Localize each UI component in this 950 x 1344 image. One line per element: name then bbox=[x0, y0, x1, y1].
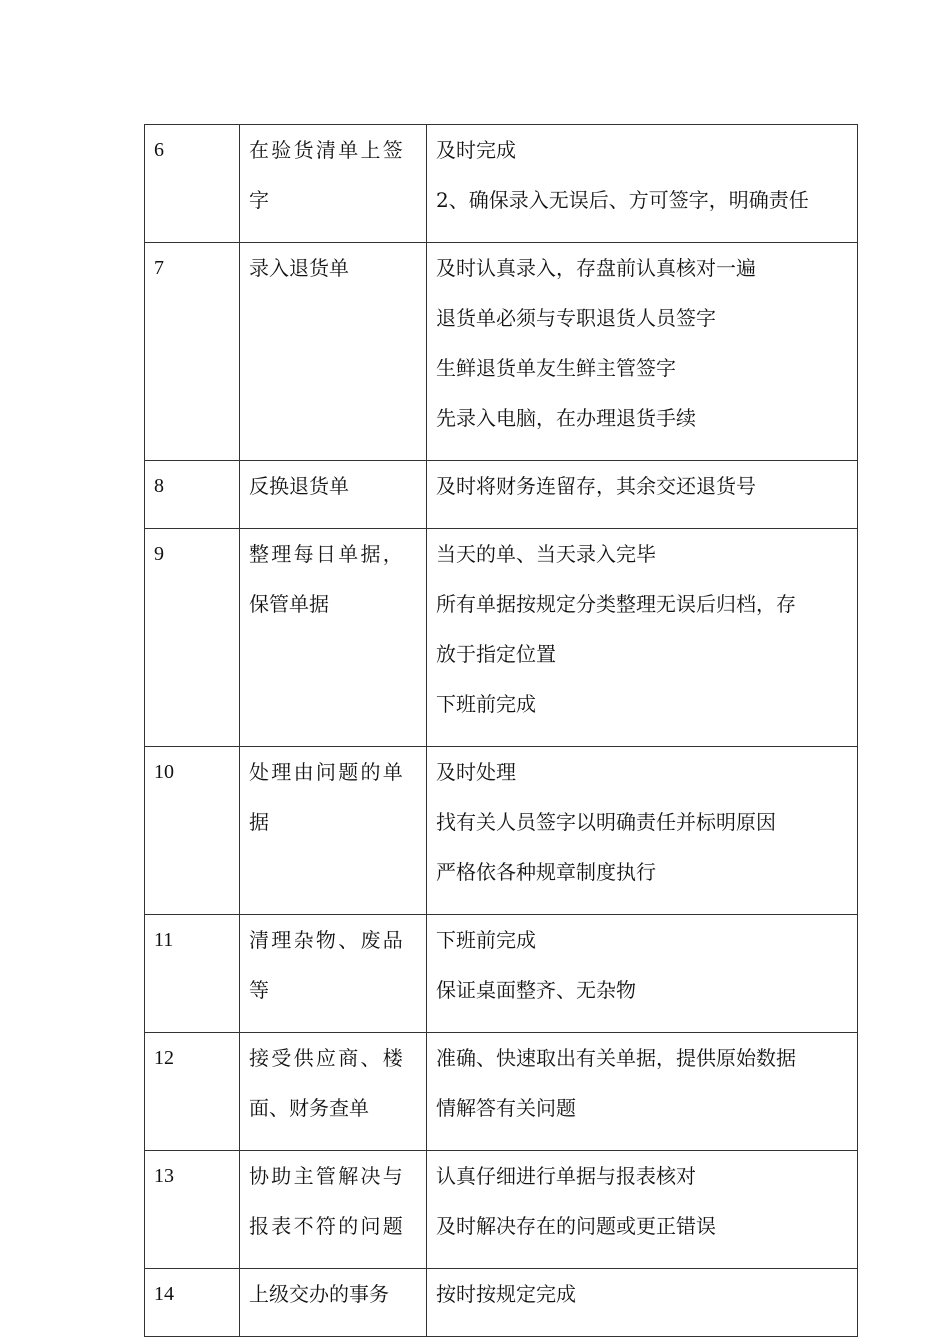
requirement-line: 及时处理 bbox=[436, 760, 516, 784]
table-row bbox=[145, 1151, 858, 1269]
row-number-text: 8 bbox=[154, 475, 164, 497]
requirements-cell bbox=[427, 1033, 858, 1151]
task-cell bbox=[240, 1151, 427, 1269]
table-row bbox=[145, 747, 858, 915]
task-line: 接受供应商、楼 bbox=[249, 1046, 406, 1070]
requirement-line: 退货单必须与专职退货人员签字 bbox=[436, 306, 716, 330]
requirement-line: 下班前完成 bbox=[436, 692, 536, 716]
requirements-cell bbox=[427, 461, 858, 529]
table-row bbox=[145, 915, 858, 1033]
task-line: 处理由问题的单 bbox=[249, 760, 406, 784]
task-cell bbox=[240, 461, 427, 529]
table-row bbox=[145, 461, 858, 529]
requirement-line: 所有单据按规定分类整理无误后归档，存 bbox=[436, 592, 796, 616]
requirements-cell bbox=[427, 747, 858, 915]
row-number bbox=[145, 243, 240, 461]
requirement-line: 准确、快速取出有关单据，提供原始数据 bbox=[436, 1046, 796, 1070]
requirement-line: 认真仔细进行单据与报表核对 bbox=[436, 1164, 696, 1188]
requirement-line: 及时解决存在的问题或更正错误 bbox=[436, 1214, 716, 1238]
task-line: 清理杂物、废品 bbox=[249, 928, 406, 952]
table-row bbox=[145, 1033, 858, 1151]
task-cell bbox=[240, 747, 427, 915]
requirement-line: 及时将财务连留存，其余交还退货号 bbox=[436, 474, 756, 498]
task-cell bbox=[240, 915, 427, 1033]
row-number-text: 12 bbox=[154, 1047, 174, 1069]
task-cell bbox=[240, 1269, 427, 1337]
table-row bbox=[145, 1269, 858, 1337]
requirement-line: 2、确保录入无误后、方可签字，明确责任 bbox=[436, 188, 809, 212]
requirements-cell bbox=[427, 125, 858, 243]
table-row bbox=[145, 529, 858, 747]
task-line: 协助主管解决与 bbox=[249, 1164, 406, 1188]
row-number-text: 7 bbox=[154, 257, 164, 279]
requirement-line: 当天的单、当天录入完毕 bbox=[436, 542, 656, 566]
row-number bbox=[145, 1151, 240, 1269]
requirement-line: 找有关人员签字以明确责任并标明原因 bbox=[436, 810, 776, 834]
requirements-cell bbox=[427, 529, 858, 747]
task-line: 保管单据 bbox=[249, 592, 329, 616]
row-number-text: 9 bbox=[154, 543, 164, 565]
row-number bbox=[145, 1269, 240, 1337]
row-number bbox=[145, 747, 240, 915]
duties-table bbox=[144, 124, 858, 1337]
requirements-cell bbox=[427, 1151, 858, 1269]
row-number-text: 10 bbox=[154, 761, 174, 783]
requirements-cell bbox=[427, 243, 858, 461]
task-line: 报表不符的问题 bbox=[249, 1214, 406, 1238]
requirement-line: 先录入电脑，在办理退货手续 bbox=[436, 406, 696, 430]
task-cell bbox=[240, 1033, 427, 1151]
requirements-cell bbox=[427, 1269, 858, 1337]
row-number bbox=[145, 125, 240, 243]
table-row bbox=[145, 243, 858, 461]
task-line: 在验货清单上签 bbox=[249, 138, 406, 162]
task-line: 面、财务查单 bbox=[249, 1096, 369, 1120]
requirement-line: 放于指定位置 bbox=[436, 642, 556, 666]
row-number bbox=[145, 915, 240, 1033]
task-line: 据 bbox=[249, 810, 269, 834]
task-line: 整理每日单据， bbox=[249, 542, 406, 566]
row-number-text: 6 bbox=[154, 139, 164, 161]
requirement-line: 保证桌面整齐、无杂物 bbox=[436, 978, 636, 1002]
task-line: 录入退货单 bbox=[249, 256, 349, 280]
task-line: 字 bbox=[249, 188, 269, 212]
requirement-line: 及时完成 bbox=[436, 138, 516, 162]
row-number-text: 13 bbox=[154, 1165, 174, 1187]
requirement-line: 情解答有关问题 bbox=[436, 1096, 576, 1120]
requirements-cell bbox=[427, 915, 858, 1033]
row-number bbox=[145, 1033, 240, 1151]
task-line: 等 bbox=[249, 978, 269, 1002]
requirement-line: 及时认真录入，存盘前认真核对一遍 bbox=[436, 256, 756, 280]
task-cell bbox=[240, 243, 427, 461]
row-number-text: 11 bbox=[154, 929, 174, 951]
task-cell bbox=[240, 125, 427, 243]
requirement-line: 严格依各种规章制度执行 bbox=[436, 860, 656, 884]
row-number bbox=[145, 461, 240, 529]
row-number-text: 14 bbox=[154, 1283, 174, 1305]
table-row bbox=[145, 125, 858, 243]
task-cell bbox=[240, 529, 427, 747]
requirement-line: 按时按规定完成 bbox=[436, 1282, 576, 1306]
requirement-line: 生鲜退货单友生鲜主管签字 bbox=[436, 356, 676, 380]
duties-table-body bbox=[145, 125, 858, 1337]
row-number bbox=[145, 529, 240, 747]
task-line: 上级交办的事务 bbox=[249, 1282, 389, 1306]
task-line: 反换退货单 bbox=[249, 474, 349, 498]
requirement-line: 下班前完成 bbox=[436, 928, 536, 952]
